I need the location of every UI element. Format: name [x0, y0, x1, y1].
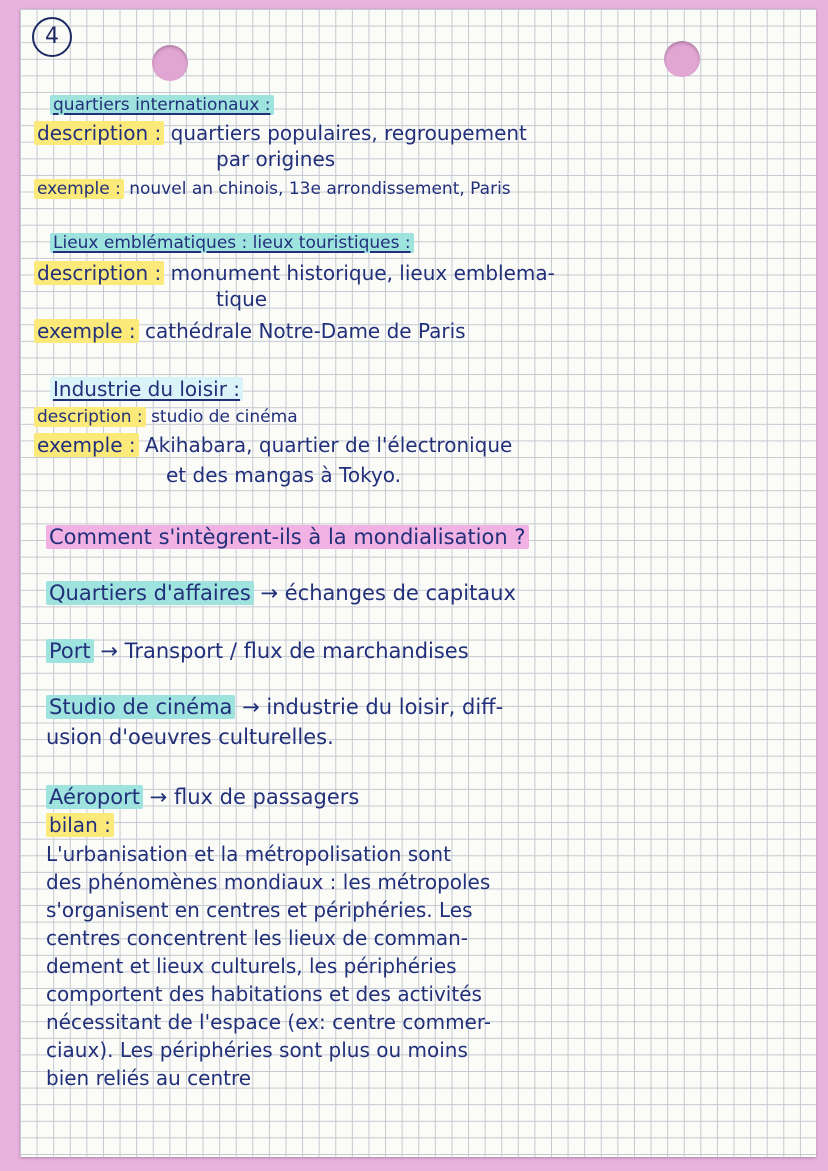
item-text-3: industrie du loisir, diff- [266, 695, 504, 719]
item-row-3b [46, 725, 334, 749]
item-text-1: échanges de capitaux [284, 581, 516, 605]
item-row-1 [46, 581, 516, 605]
industrie-description-text: studio de cinéma [151, 407, 298, 427]
punch-hole-right [664, 41, 700, 77]
quartiers-example-label: exemple : [34, 179, 124, 199]
quartiers-description-row [34, 121, 527, 145]
item-key-2: Port [46, 639, 94, 663]
quartiers-example-row [34, 179, 511, 199]
lieux-example-label: exemple : [34, 319, 139, 343]
question-heading: Comment s'intègrent-ils à la mondialisation ? [46, 525, 529, 549]
quartiers-example-text: nouvel an chinois, 13e arrondissement, Paris [129, 179, 511, 199]
arrow-icon: → [242, 695, 260, 719]
bilan-line: centres concentrent les lieux de comman- [46, 926, 469, 950]
bilan-line: comportent des habitations et des activités [46, 982, 482, 1006]
note-card [20, 9, 816, 1157]
section-industrie-title-row [50, 377, 243, 401]
industrie-example-text: Akihabara, quartier de l'électronique [144, 433, 513, 457]
quartiers-description-text-2: par origines [216, 147, 336, 171]
bilan-line: ciaux). Les périphéries sont plus ou moins [46, 1038, 468, 1062]
bilan-line: des phénomènes mondiaux : les métropoles [46, 870, 491, 894]
item-text-4: flux de passagers [173, 785, 360, 809]
quartiers-description-text: quartiers populaires, regroupement [170, 121, 527, 145]
quartiers-description-row-2 [20, 147, 335, 171]
section-lieux-title: Lieux emblématiques : lieux touristiques : [50, 233, 414, 253]
section-quartiers-title: quartiers internationaux : [50, 95, 274, 115]
lieux-description-label: description : [34, 261, 164, 285]
bilan-line: L'urbanisation et la métropolisation sont [46, 842, 451, 866]
item-row-4 [46, 785, 359, 809]
lieux-description-row-2 [20, 287, 267, 311]
item-text-2: Transport / flux de marchandises [124, 639, 469, 663]
bilan-line: bien reliés au centre [46, 1066, 252, 1090]
item-key-3: Studio de cinéma [46, 695, 235, 719]
industrie-example-text-2: et des mangas à Tokyo. [166, 463, 402, 487]
section-industrie-title: Industrie du loisir : [50, 377, 243, 401]
item-key-4: Aéroport [46, 785, 143, 809]
section-quartiers-title-row [50, 95, 274, 115]
industrie-example-label: exemple : [34, 433, 139, 457]
lieux-example-row [34, 319, 466, 343]
lieux-description-text: monument historique, lieux emblema- [170, 261, 555, 285]
item-row-2 [46, 639, 469, 663]
quartiers-description-label: description : [34, 121, 164, 145]
bilan-line: nécessitant de l'espace (ex: centre commer- [46, 1010, 492, 1034]
arrow-icon: → [260, 581, 279, 605]
bilan-label: bilan : [46, 813, 114, 837]
section-lieux-title-row [50, 233, 414, 253]
item-text-3b: usion d'oeuvres culturelles. [46, 725, 334, 749]
industrie-example-row-2 [20, 463, 401, 487]
industrie-description-label: description : [34, 407, 146, 427]
arrow-icon: → [149, 785, 168, 809]
item-key-1: Quartiers d'affaires [46, 581, 254, 605]
industrie-description-row [34, 407, 298, 427]
bilan-line: dement et lieux culturels, les périphéries [46, 954, 457, 978]
lieux-description-text-2: tique [216, 287, 268, 311]
lieux-example-text: cathédrale Notre-Dame de Paris [144, 319, 466, 343]
punch-hole-left [152, 45, 188, 81]
item-row-3 [46, 695, 503, 719]
bilan-label-row [46, 813, 114, 837]
bilan-line: s'organisent en centres et périphéries. Les [46, 898, 473, 922]
question-row [46, 525, 529, 549]
page-number: 4 [32, 17, 72, 57]
lieux-description-row [34, 261, 555, 285]
industrie-example-row [34, 433, 512, 457]
arrow-icon: → [100, 639, 118, 663]
